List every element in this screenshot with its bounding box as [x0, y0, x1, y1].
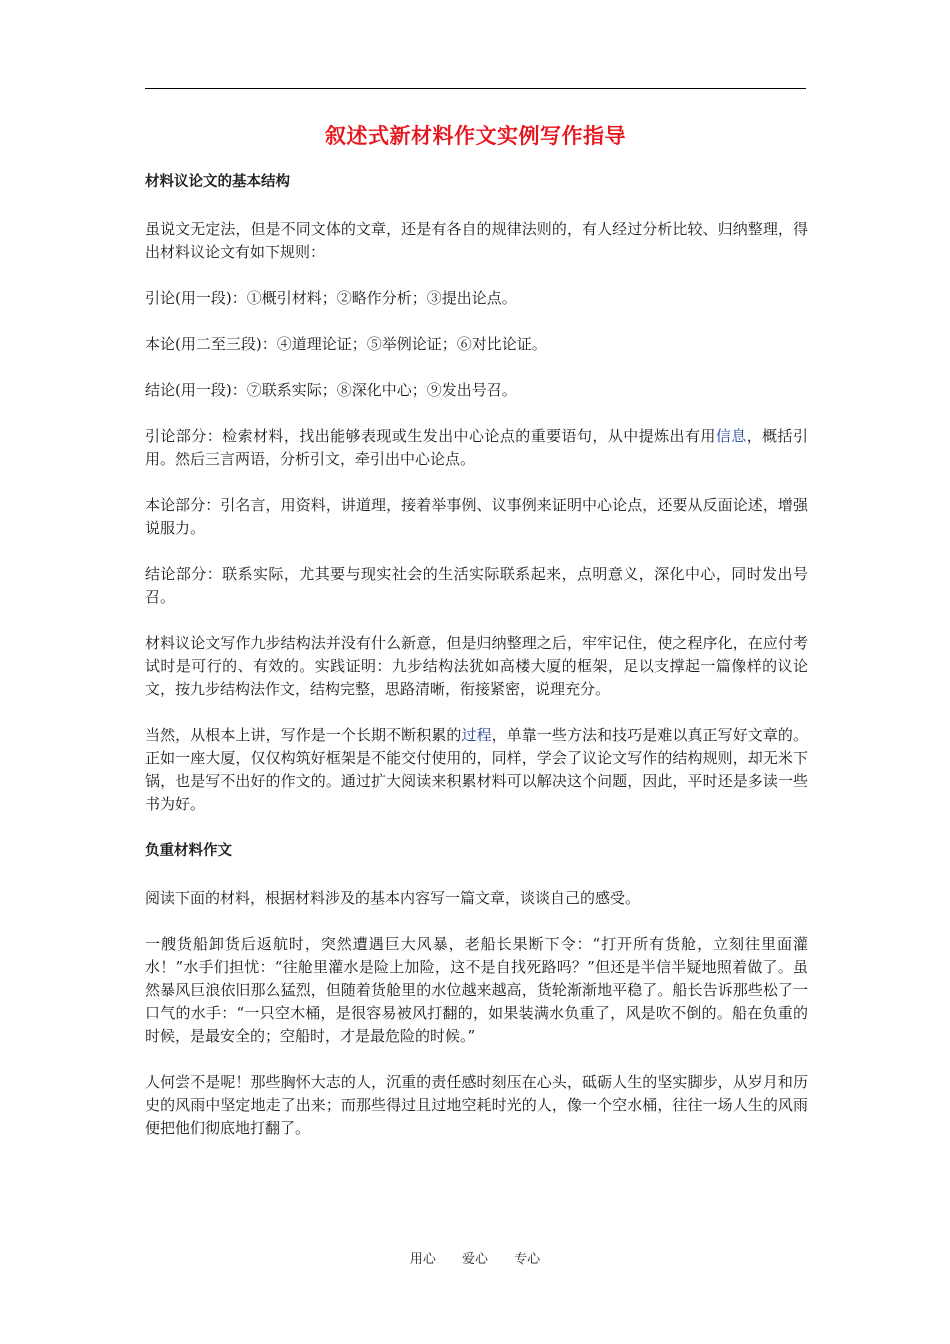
link-guocheng[interactable]: 过程 [461, 726, 492, 744]
link-xinxi[interactable]: 信息 [715, 427, 747, 445]
paragraph-reflection: 人何尝不是呢！那些胸怀大志的人，沉重的责任感时刻压在心头，砥砺人生的坚实脚步，从岁月和历史的风雨中坚定地走了出来；而那些得过且过地空耗时光的人，像一个空水桶，往往一场人生的风雨便把他们彻底地打翻了。 [145, 1073, 808, 1137]
paragraph-benlun-part: 本论部分：引名言，用资料，讲道理，接着举事例、议事例来证明中心论点，还要从反面论述，增强说服力。 [145, 496, 808, 537]
paragraph-yinlun-part [145, 425, 808, 471]
text-segment: ，单靠一些方法和技巧是难以真正写好文章的。正如一座大厦，仅仅构筑好框架是不能交付使用的，同样，学会了议论文写作的结构规则，却无米下锅，也是写不出好的作文的。通过扩大阅读来积累材料可以解决这个问题，因此，平时还是多读一些书为好。 [145, 726, 808, 813]
document-body [145, 170, 808, 1140]
section-heading-structure: 材料议论文的基本结构 [145, 174, 290, 190]
paragraph-yinlun: 引论(用一段)：①概引材料；②略作分析；③提出论点。 [145, 289, 517, 307]
paragraph-benlun: 本论(用二至三段)：④道理论证；⑤举例论证；⑥对比论证。 [145, 335, 547, 353]
section-heading-fuzhong: 负重材料作文 [145, 843, 232, 859]
text-segment: 当然，从根本上讲，写作是一个长期不断积累的 [145, 726, 462, 744]
paragraph-nine-steps: 材料议论文写作九步结构法并没有什么新意，但是归纳整理之后，牢牢记住，使之程序化，在应付考试时是可行的、有效的。实践证明：九步结构法犹如高楼大厦的框架，足以支撑起一篇像样的议论文，按九步结构法作文，结构完整，思路清晰，衔接紧密，说理充分。 [145, 634, 808, 698]
paragraph-story: 一艘货船卸货后返航时，突然遭遇巨大风暴，老船长果断下令：“打开所有货舱，立刻往里面灌水！”水手们担忧：“往舱里灌水是险上加险，这不是自找死路吗？”但还是半信半疑地照着做了。虽然暴风巨浪依旧那么猛烈，但随着货舱里的水位越来越高，货轮渐渐地平稳了。船长告诉那些松了一口气的水手：“一只空木桶，是很容易被风打翻的，如果装满水负重了，风是吹不倒的。船在负重的时候，是最安全的；空船时，才是最危险的时候。” [145, 935, 808, 1045]
paragraph-conclusion [145, 724, 808, 816]
text-segment: 引论部分：检索材料，找出能够表现或生发出中心论点的重要语句，从中提炼出有用 [145, 427, 716, 445]
footer-item: 爱心 [461, 1252, 488, 1267]
footer-item: 专心 [514, 1252, 541, 1267]
paragraph-prompt: 阅读下面的材料，根据材料涉及的基本内容写一篇文章，谈谈自己的感受。 [145, 889, 641, 907]
paragraph-intro: 虽说文无定法，但是不同文体的文章，还是有各自的规律法则的，有人经过分析比较、归纳整理，得出材料议论文有如下规则： [145, 220, 808, 261]
page-title: 叙述式新材料作文实例写作指导 [325, 124, 626, 148]
paragraph-jielun: 结论(用一段)：⑦联系实际；⑧深化中心；⑨发出号召。 [145, 381, 517, 399]
paragraph-jielun-part: 结论部分：联系实际，尤其要与现实社会的生活实际联系起来，点明意义，深化中心，同时发出号召。 [145, 565, 808, 606]
header-rule [145, 88, 806, 89]
text-segment: ，概括引用。然后三言两语，分析引文，牵引出中心论点。 [145, 427, 808, 468]
footer-item: 用心 [409, 1252, 436, 1267]
page-footer [0, 1248, 950, 1267]
